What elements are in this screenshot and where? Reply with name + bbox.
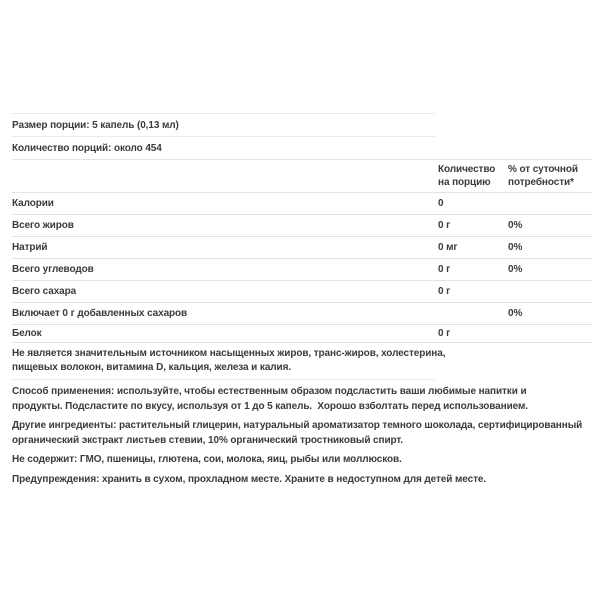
nutrition-facts-table: [12, 159, 592, 343]
does-not-contain-paragraph: [12, 453, 592, 468]
directions-paragraph: [12, 385, 592, 414]
dv-header-line-2: потребности*: [508, 177, 574, 188]
nutrient-amount: 0: [438, 198, 444, 209]
table-row-total-carbs: [12, 259, 592, 281]
serving-size-row: [12, 114, 435, 137]
table-header-row: [12, 160, 592, 193]
other-ingredients-line-2: органический экстракт листьев стевии, 10% органический тростниковый спирт.: [12, 434, 403, 446]
nutrient-label: Белок: [12, 328, 42, 339]
amount-header-line-1: Количество: [438, 164, 496, 175]
nutrient-label: Всего жиров: [12, 220, 74, 231]
other-ingredients-line-1: Другие ингредиенты: растительный глицерин, натуральный ароматизатор темного шоколада, сертифицированный: [12, 420, 583, 431]
nutrient-amount: 0 г: [438, 220, 451, 231]
table-row-added-sugars: [12, 303, 592, 325]
nutrient-label: Всего углеводов: [12, 264, 94, 275]
nutrient-amount: 0 мг: [438, 242, 458, 253]
table-row-sodium: [12, 237, 592, 259]
nutrient-amount: 0 г: [438, 328, 451, 339]
nutrient-dv: 0%: [508, 242, 523, 253]
table-row-protein: [12, 325, 592, 343]
supplement-facts-label: [12, 113, 592, 492]
table-row-total-fat: [12, 215, 592, 237]
not-significant-source-footnote: [12, 343, 446, 380]
table-row-total-sugars: [12, 281, 592, 303]
nutrient-label: Всего сахара: [12, 286, 77, 297]
serving-size-text: Размер порции: 5 капель (0,13 мл): [12, 119, 179, 131]
nutrient-label: Натрий: [12, 242, 48, 253]
does-not-contain-line-1: Не содержит: ГМО, пшеницы, глютена, сои, молока, яиц, рыбы или моллюсков.: [12, 454, 402, 465]
nutrient-label: Калории: [12, 198, 54, 209]
directions-line-1: Способ применения: используйте, чтобы естественным образом подсластить ваши любимые напитки и: [12, 386, 527, 397]
footnote-line-2: пищевых волокон, витамина D, кальция, железа и калия.: [12, 362, 291, 373]
serving-info-section: [12, 113, 435, 159]
table-row-calories: [12, 193, 592, 215]
warnings-line-1: Предупреждения: хранить в сухом, прохладном месте. Храните в недоступном для детей месте.: [12, 473, 487, 485]
amount-header-line-2: на порцию: [438, 177, 491, 188]
nutrient-dv: 0%: [508, 220, 523, 231]
footnote-line-1: Не является значительным источником насыщенных жиров, транс-жиров, холестерина,: [12, 348, 446, 359]
servings-per-container-row: [12, 137, 435, 159]
daily-value-column-header: [508, 163, 592, 192]
nutrient-amount: 0 г: [438, 286, 451, 297]
nutrient-dv: 0%: [508, 264, 523, 275]
additional-info-section: [12, 380, 592, 487]
nutrient-label: Включает 0 г добавленных сахаров: [12, 308, 188, 319]
other-ingredients-paragraph: [12, 419, 592, 448]
nutrient-dv: 0%: [508, 308, 523, 319]
warnings-paragraph: [12, 473, 592, 488]
nutrient-amount: 0 г: [438, 264, 451, 275]
servings-per-container-text: Количество порций: около 454: [12, 142, 162, 154]
dv-header-line-1: % от суточной: [508, 164, 578, 175]
amount-column-header: [438, 163, 508, 192]
directions-line-2: продукты. Подсластите по вкусу, используя от 1 до 5 капель. Хорошо взболтать перед использованием.: [12, 400, 528, 412]
